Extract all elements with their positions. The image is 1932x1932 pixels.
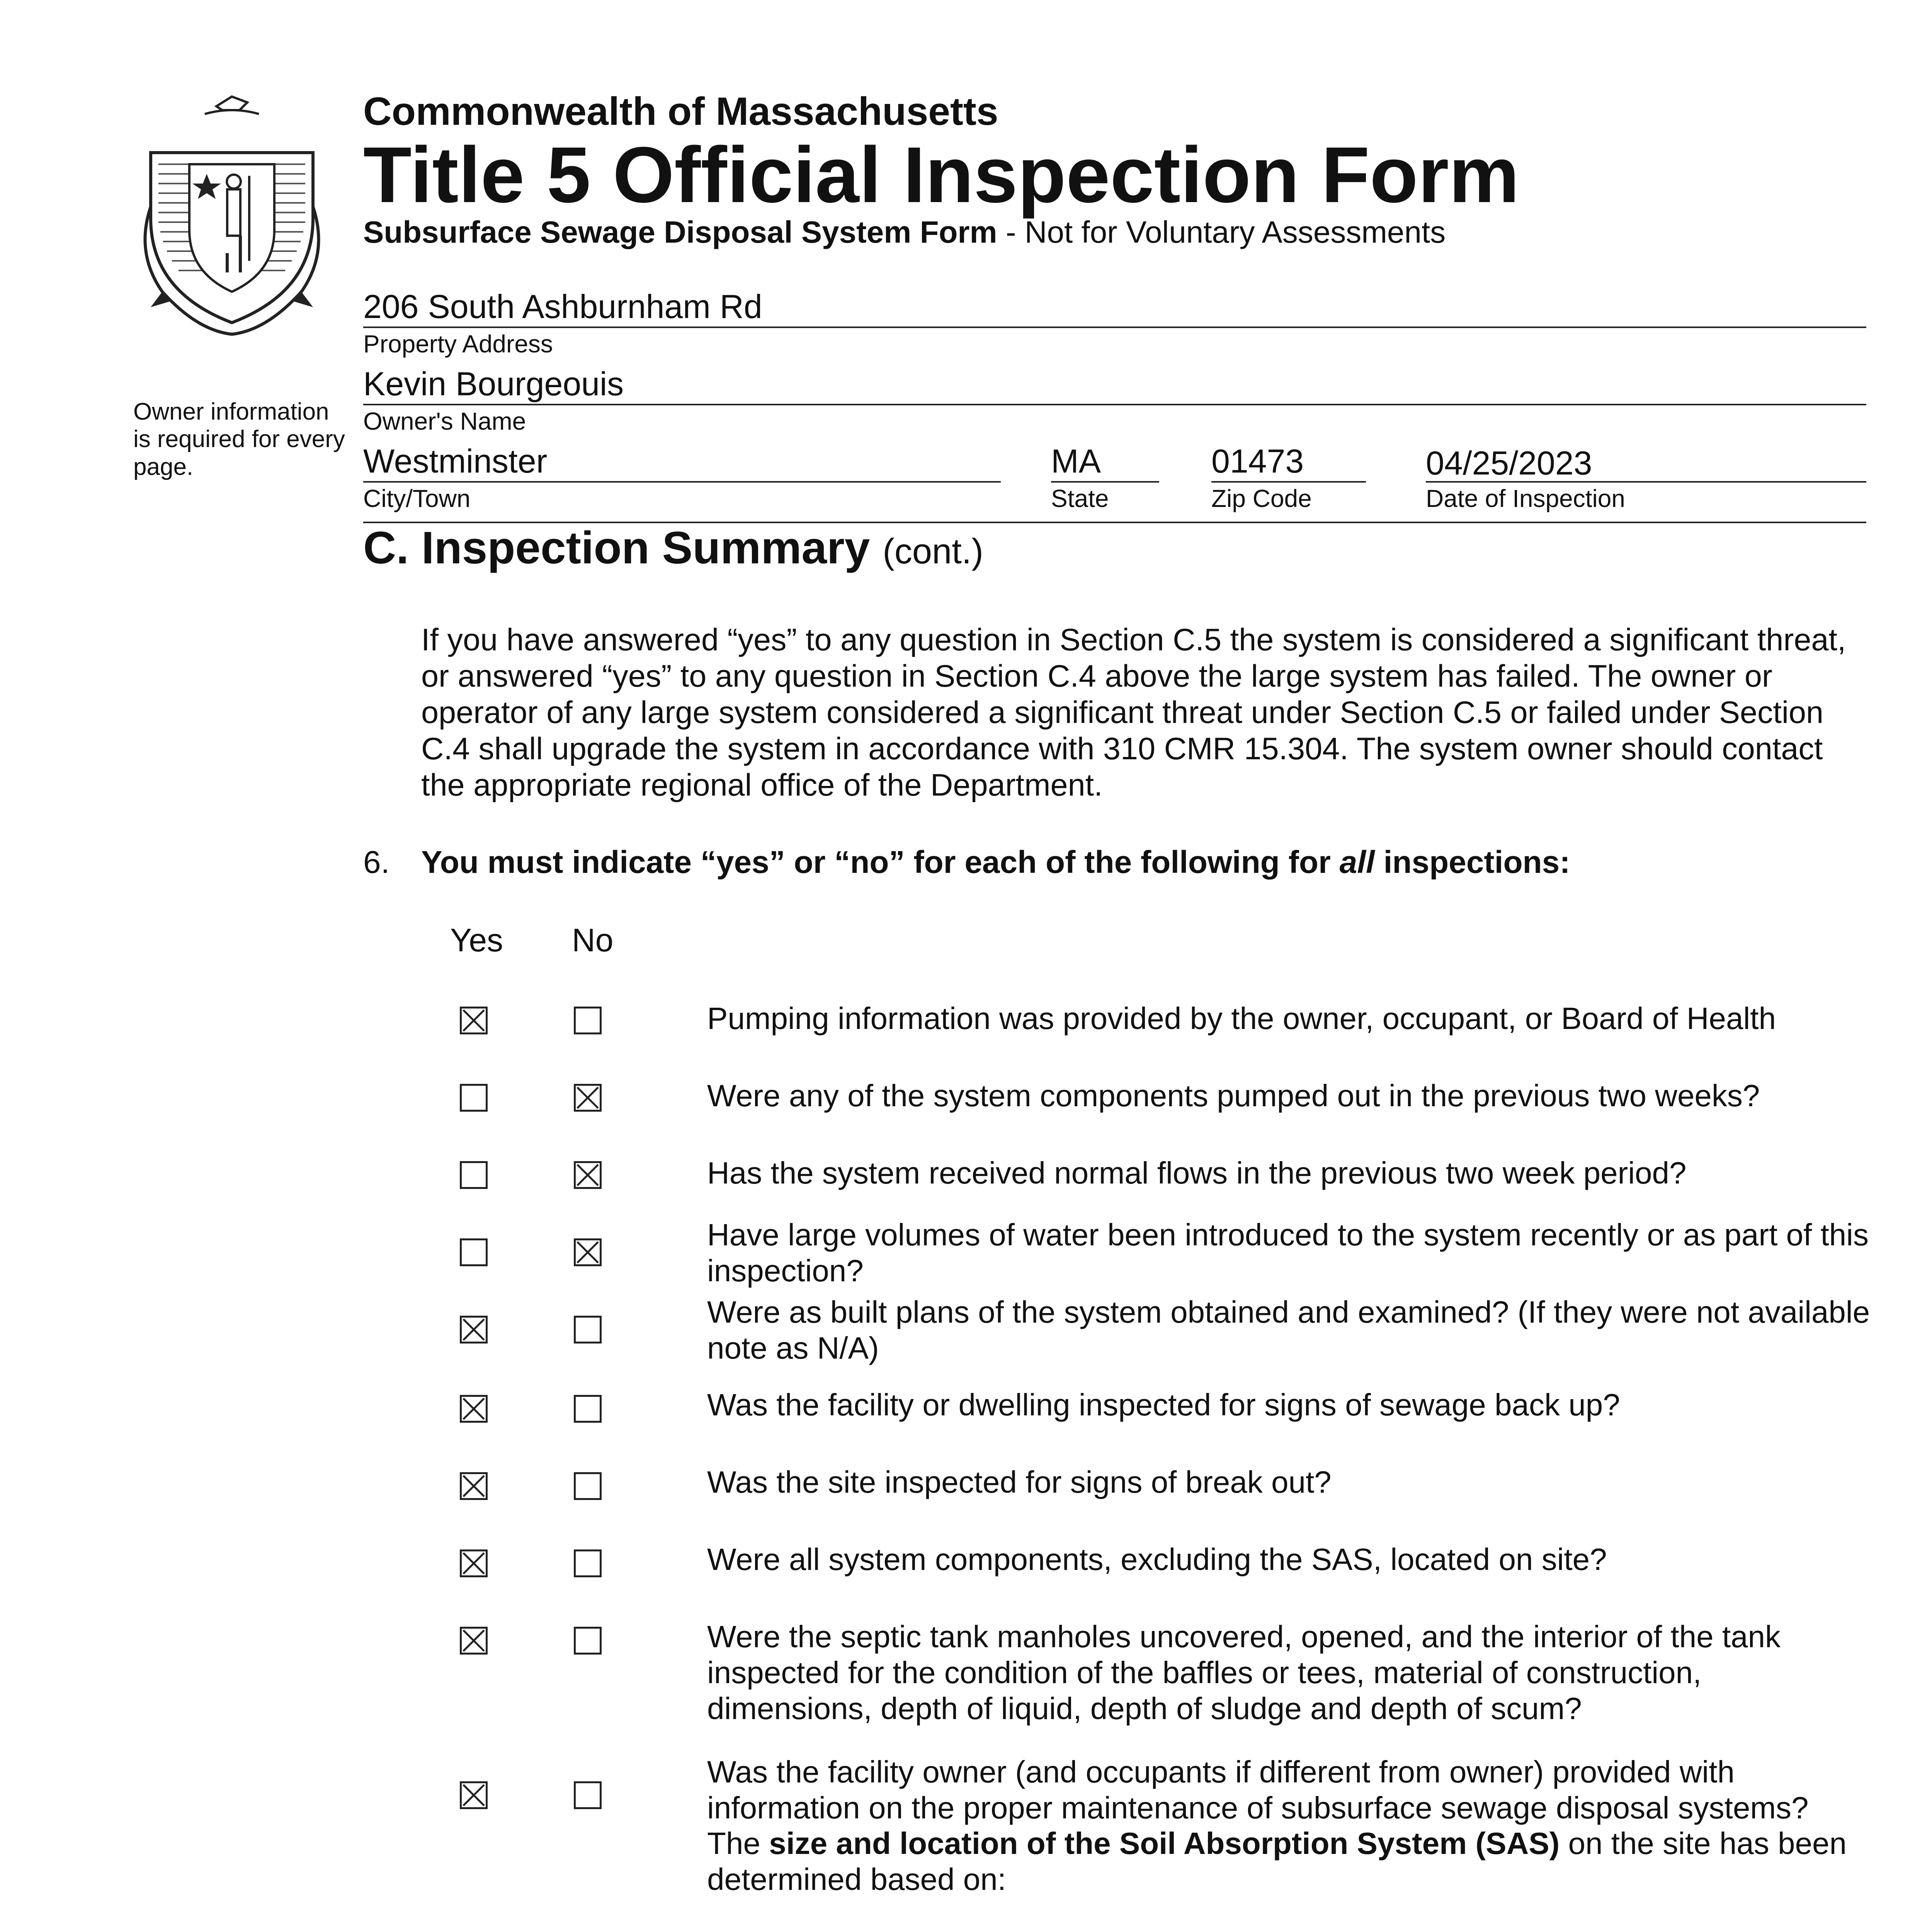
sas-note-bold: size and location of the Soil Absorption System (SAS) — [769, 1826, 1560, 1861]
sas-note-pre: The — [707, 1826, 769, 1861]
date-line — [1426, 481, 1866, 483]
checklist-item-text: Was the facility owner (and occupants if different from owner) provided with information on the proper maintenance of subsurface sewage disposal systems? — [707, 1755, 1809, 1825]
yes-checkbox[interactable] — [460, 1627, 488, 1655]
date-label: Date of Inspection — [1426, 485, 1625, 512]
yes-checkbox[interactable] — [460, 1238, 488, 1266]
zip-value[interactable]: 01473 — [1211, 443, 1304, 480]
question-6-text-italic: all — [1339, 845, 1375, 880]
massachusetts-seal-icon — [128, 91, 336, 338]
no-checkbox[interactable] — [574, 1472, 602, 1500]
no-checkbox[interactable] — [574, 1395, 602, 1423]
no-checkbox[interactable] — [574, 1316, 602, 1344]
checklist-item-text: Has the system received normal flows in the previous two week period? — [707, 1156, 1687, 1190]
city-value[interactable]: Westminster — [363, 443, 548, 480]
state-line — [1051, 481, 1159, 483]
yes-checkbox[interactable] — [460, 1781, 488, 1809]
question-6-text-a: You must indicate “yes” or “no” for each of the following for — [421, 845, 1340, 880]
owner-name-value[interactable]: Kevin Bourgeouis — [363, 366, 624, 403]
owner-info-note: Owner information is required for every page. — [133, 398, 345, 480]
checklist-item-text: Have large volumes of water been introduced to the system recently or as part of this inspection? — [707, 1218, 1869, 1288]
form-subtitle-rest: - Not for Voluntary Assessments — [997, 215, 1446, 249]
instructions-paragraph: If you have answered “yes” to any question in Section C.5 the system is considered a significant threat, or answered “yes” to any question in Section C.4 above the large system has failed. The owner or operator of any large system considered a significant threat under Section C.5 or failed under Section C.4 shall upgrade the system in accordance with 310 CMR 15.304. The system owner should contact the appropriate regional office of the Department. — [421, 622, 1846, 803]
checklist-item-text: Was the facility or dwelling inspected for signs of sewage back up? — [707, 1388, 1620, 1422]
form-subtitle — [363, 214, 1446, 250]
state-value[interactable]: MA — [1051, 443, 1101, 480]
yes-checkbox[interactable] — [460, 1395, 488, 1423]
city-line — [363, 481, 1001, 483]
form-title: Title 5 Official Inspection Form — [363, 131, 1520, 219]
checklist-item-text: Were any of the system components pumped out in the previous two weeks? — [707, 1078, 1760, 1113]
zip-label: Zip Code — [1211, 485, 1312, 512]
no-checkbox[interactable] — [574, 1084, 602, 1112]
yes-checkbox[interactable] — [460, 1007, 488, 1034]
checklist-item-text: Were the septic tank manholes uncovered, opened, and the interior of the tank inspected for the condition of the baffles or tees, material of construction, dimensions, depth of liquid, depth of sludge and depth of scum? — [707, 1619, 1781, 1726]
yes-checkbox[interactable] — [460, 1316, 488, 1344]
question-number: 6. — [363, 845, 390, 880]
section-title — [363, 522, 983, 574]
yes-checkbox[interactable] — [460, 1472, 488, 1500]
owner-name-line — [363, 404, 1866, 405]
property-address-value[interactable]: 206 South Ashburnham Rd — [363, 288, 762, 325]
sas-note — [707, 1826, 1870, 1898]
question-6-heading — [363, 844, 1570, 881]
sas-note-post: on the site has been determined based on: — [707, 1826, 1847, 1896]
yes-checkbox[interactable] — [460, 1549, 488, 1577]
no-column-header: No — [572, 922, 614, 958]
checklist-item-text: Pumping information was provided by the owner, occupant, or Board of Health — [707, 1001, 1776, 1036]
section-title-suffix: (cont.) — [883, 532, 983, 571]
city-label: City/Town — [363, 485, 471, 512]
checklist-item-text: Were all system components, excluding the SAS, located on site? — [707, 1542, 1607, 1577]
yes-column-header: Yes — [450, 922, 503, 958]
no-checkbox[interactable] — [574, 1781, 602, 1809]
checklist-item-text: Was the site inspected for signs of break out? — [707, 1465, 1332, 1499]
owner-name-label: Owner's Name — [363, 407, 526, 435]
form-subtitle-bold: Subsurface Sewage Disposal System Form — [363, 215, 997, 249]
yes-checkbox[interactable] — [460, 1161, 488, 1189]
inspection-date-value[interactable]: 04/25/2023 — [1426, 445, 1592, 482]
question-6-text-b: inspections: — [1374, 845, 1570, 880]
checklist-item-text: Were as built plans of the system obtained and examined? (If they were not available note as N/A) — [707, 1295, 1870, 1365]
section-title-text: C. Inspection Summary — [363, 522, 870, 573]
no-checkbox[interactable] — [574, 1238, 602, 1266]
no-checkbox[interactable] — [574, 1007, 602, 1034]
property-address-line — [363, 327, 1866, 328]
no-checkbox[interactable] — [574, 1549, 602, 1577]
yes-checkbox[interactable] — [460, 1084, 488, 1112]
zip-line — [1211, 481, 1366, 483]
no-checkbox[interactable] — [574, 1161, 602, 1189]
state-label: State — [1051, 485, 1109, 512]
property-address-label: Property Address — [363, 330, 553, 358]
no-checkbox[interactable] — [574, 1627, 602, 1655]
form-issuer: Commonwealth of Massachusetts — [363, 89, 998, 133]
